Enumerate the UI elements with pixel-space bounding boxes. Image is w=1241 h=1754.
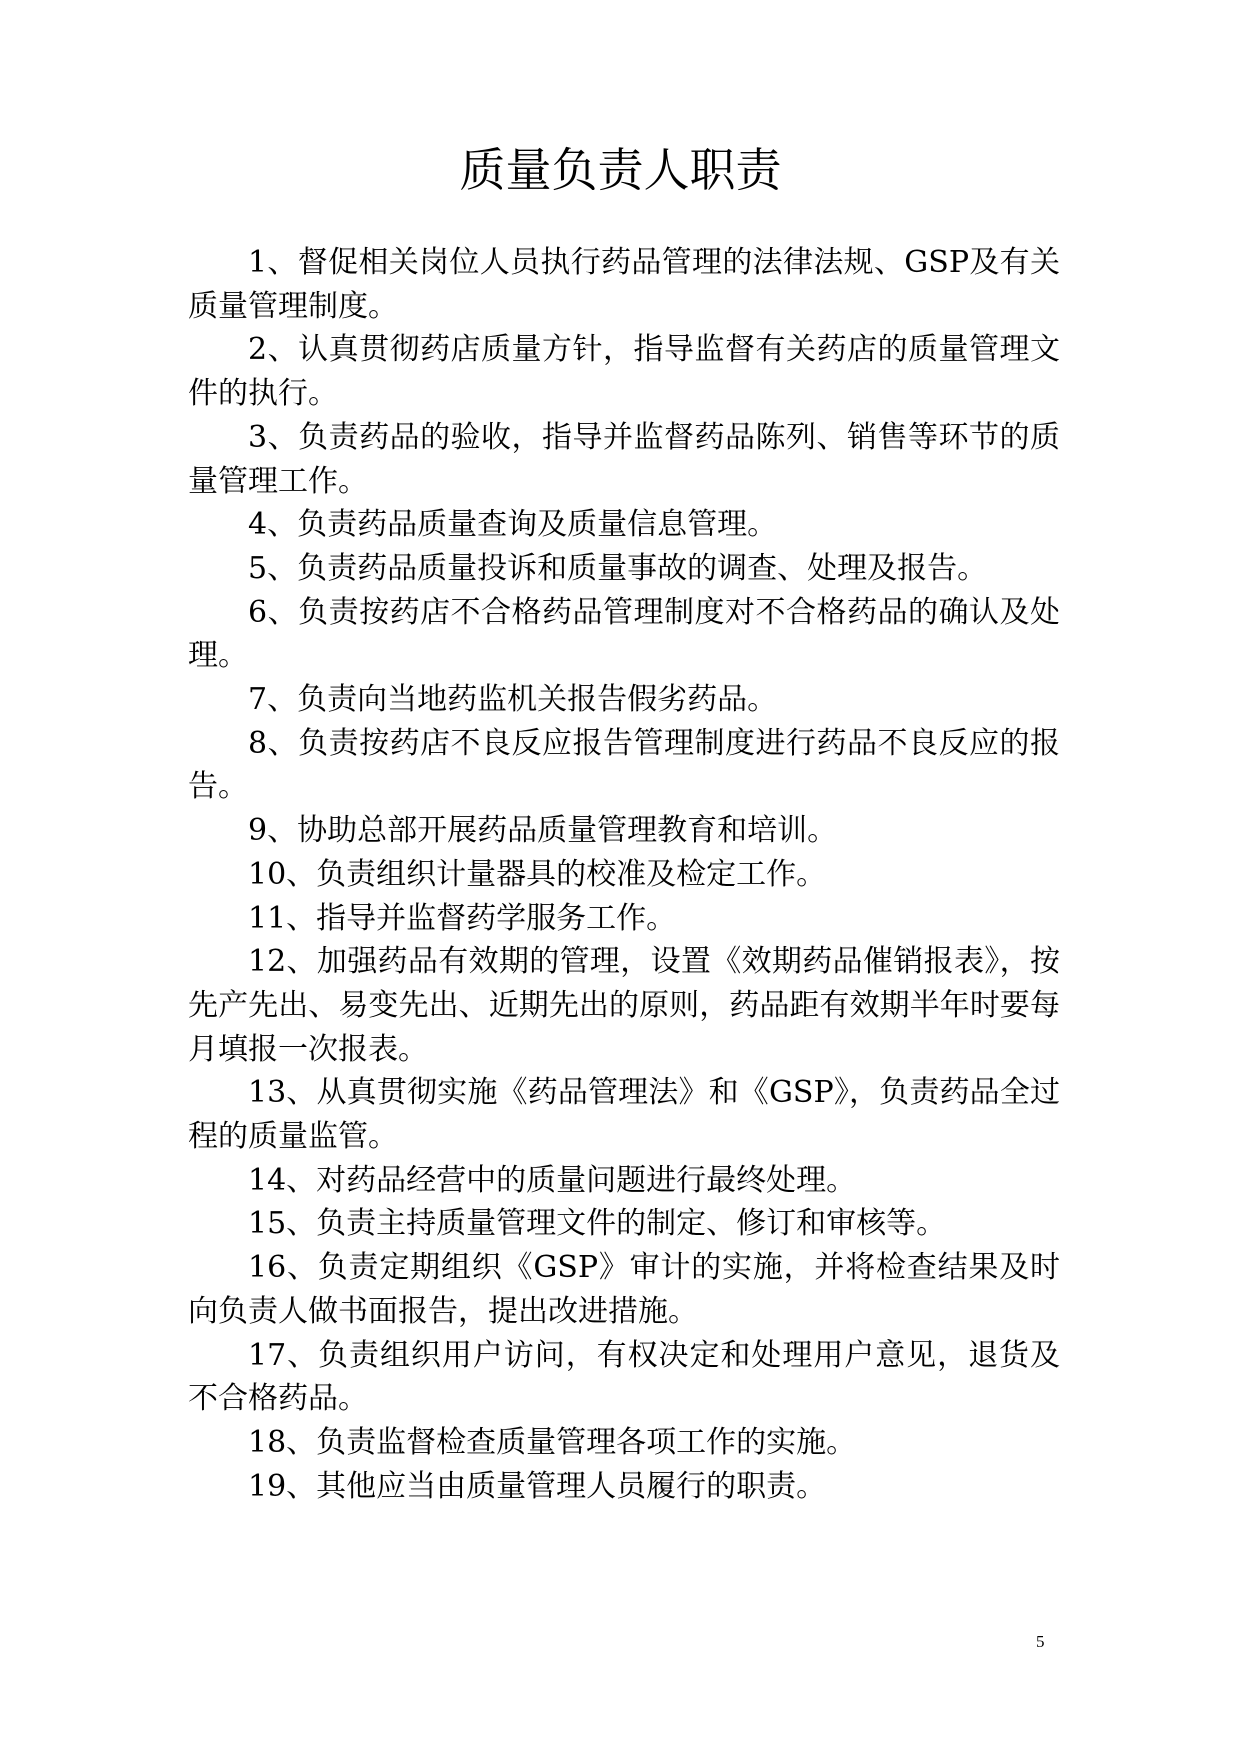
duty-item-18: 18、负责监督检查质量管理各项工作的实施。 bbox=[248, 1424, 857, 1460]
duty-item-10: 10、负责组织计量器具的校准及检定工作。 bbox=[248, 856, 827, 892]
duty-item-3: 3、负责药品的验收，指导并监督药品陈列、销售等环节的质量管理工作。 bbox=[188, 419, 1060, 499]
duty-item-12: 12、加强药品有效期的管理，设置《效期药品催销报表》，按先产先出、易变先出、近期先出的原则，药品距有效期半年时要每月填报一次报表。 bbox=[188, 944, 1060, 1067]
duty-item-11: 11、指导并监督药学服务工作。 bbox=[248, 900, 677, 936]
duty-item-17: 17、负责组织用户访问，有权决定和处理用户意见，退货及不合格药品。 bbox=[188, 1337, 1060, 1417]
duty-item-1: 1、督促相关岗位人员执行药品管理的法律法规、GSP及有关质量管理制度。 bbox=[188, 245, 1060, 324]
duty-item-9: 9、协助总部开展药品质量管理教育和培训。 bbox=[248, 813, 838, 849]
page-number: 5 bbox=[1036, 1632, 1045, 1651]
duty-list bbox=[188, 241, 1060, 1508]
duty-item-6: 6、负责按药店不合格药品管理制度对不合格药品的确认及处理。 bbox=[188, 594, 1060, 674]
duty-item-15: 15、负责主持质量管理文件的制定、修订和审核等。 bbox=[248, 1206, 947, 1242]
duty-item-7: 7、负责向当地药监机关报告假劣药品。 bbox=[248, 682, 778, 718]
duty-item-14: 14、对药品经营中的质量问题进行最终处理。 bbox=[248, 1162, 857, 1198]
duty-item-16: 16、负责定期组织《GSP》审计的实施，并将检查结果及时向负责人做书面报告，提出改进措施。 bbox=[188, 1250, 1060, 1329]
page-title: 质量负责人职责 bbox=[459, 143, 782, 197]
duty-item-4: 4、负责药品质量查询及质量信息管理。 bbox=[248, 507, 778, 543]
duty-item-5: 5、负责药品质量投诉和质量事故的调查、处理及报告。 bbox=[248, 550, 988, 586]
duty-item-8: 8、负责按药店不良反应报告管理制度进行药品不良反应的报告。 bbox=[188, 725, 1060, 805]
duty-item-2: 2、认真贯彻药店质量方针，指导监督有关药店的质量管理文件的执行。 bbox=[188, 332, 1060, 412]
duty-item-13: 13、从真贯彻实施《药品管理法》和《GSP》，负责药品全过程的质量监管。 bbox=[188, 1075, 1060, 1155]
duty-item-19: 19、其他应当由质量管理人员履行的职责。 bbox=[248, 1468, 827, 1504]
